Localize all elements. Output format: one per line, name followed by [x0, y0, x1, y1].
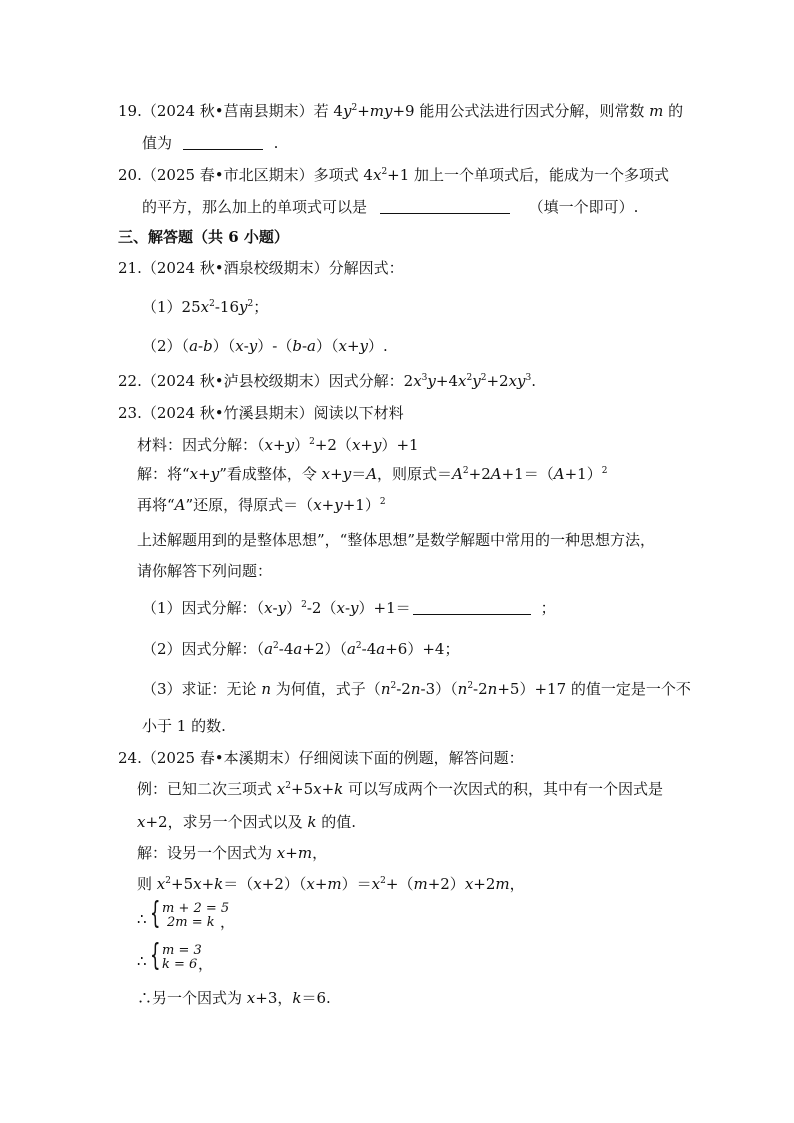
question-20-line-1: 20.（2025 春•市北区期末）多项式 $4x^2+1$ 加上一个单项式后，能成为一个多项式 [118, 166, 670, 184]
question-24-example-1: 例：已知二次三项式 $x^2+5x+k$ 可以写成两个一次因式的积，其中有一个因式是 [137, 780, 664, 798]
question-23-part-1: （1）因式分解：$(x-y)^2-2(x-y)+1=$ ； [142, 599, 556, 617]
question-23-summary-2: 请你解答下列问题： [137, 562, 273, 580]
worksheet-page: 19.（2024 秋•莒南县期末）若 $4y^2+my+9$ 能用公式法进行因式分解，则常数 m 的 值为 . 20.（2025 春•市北区期末）多项式 $4x^2+1$ 加上一个单项式后，能成为一个多项式 的平方，那么加上的单项式可以是 （填一个即可）. 三、解答题（共 6 小题） 21.（2024 秋•酒泉校级期末）分解因式： $(1)25x^2-16y^2$； （2）（a-b）（x-y）-（b-a）（x+y）. 22.（2024 秋•泸县校级期末）因式分解：$2x^3y+4x^2y^2+2xy^3$. 23.（2024 秋•竹溪县期末）阅读以下材料 材料：因式分解：$(x+y)^2+2(x+y)+1$ 解：将“x+y”看成整体，令 x+y＝A，则原式$=A^2+2A+1=(A+1)^2$ 再将“A”还原，得原式$=(x+y+1)^2$ 上述解题用到的是整体思想”，“整体思想”是数学解题中常用的一种思想方法， 请你解答下列问题： （1）因式分解：$(x-y)^2-2(x-y)+1=$ ； （2）因式分解：$(a^2-4a+2)(a^2-4a+6)+4$； （3）求证：无论 n 为何值，式子$(n^2-2n-3)(n^2-2n+5)+17$ 的值一定是一个不 小于 1 的数. 24.（2025 春•本溪期末）仔细阅读下面的例题，解答问题： 例：已知二次三项式 $x^2+5x+k$ 可以写成两个一次因式的积，其中有一个因式是 x+2，求另一个因式以及 k 的值. 解：设另一个因式为 x+m， 则 $x^2+5x+k=(x+2)(x+m)=x^2+(m+2)x+2m$， ∴ { m + 2 = 5 2m = k ， ∴ { m = 3 k = 6 ， ∴另一个因式为 x+3，k＝6. [118, 102, 691, 1007]
question-23-part-3: （3）求证：无论 n 为何值，式子$(n^2-2n-3)(n^2-2n+5)+17$ 的值一定是一个不 [142, 680, 691, 698]
question-24-source: （2025 春•本溪期末） [141, 749, 299, 767]
question-21-line-1: 21.（2024 秋•酒泉校级期末）分解因式： [118, 259, 404, 277]
question-23-part-3-line-2: 小于 1 的数. [142, 717, 226, 735]
question-22-number: 22. [118, 372, 142, 390]
question-24-conclusion: ∴另一个因式为 x+3，k＝6. [137, 989, 331, 1007]
question-23-solution: 解：将“x+y”看成整体，令 x+y＝A，则原式$=A^2+2A+1=(A+1)^2$ [137, 465, 608, 483]
question-19-line-1: 19.（2024 秋•莒南县期末）若 $4y^2+my+9$ 能用公式法进行因式分解，则常数 m 的 [118, 102, 684, 120]
question-23-line-1: 23.（2024 秋•竹溪县期末）阅读以下材料 [118, 404, 404, 422]
question-21-number: 21. [118, 259, 142, 277]
question-19-line-2: 值为 . [142, 134, 279, 152]
answer-blank-23-1[interactable] [413, 600, 531, 615]
question-22-line-1: 22.（2024 秋•泸县校级期末）因式分解：$2x^3y+4x^2y^2+2xy^3$. [118, 372, 537, 390]
question-21-source: （2024 秋•酒泉校级期末） [141, 259, 329, 277]
question-23-number: 23. [118, 404, 142, 422]
question-24-example-2: x+2，求另一个因式以及 k 的值. [137, 813, 357, 831]
question-24-solution-2: 则 $x^2+5x+k=(x+2)(x+m)=x^2+(m+2)x+2m$， [137, 875, 525, 893]
question-23-restore: 再将“A”还原，得原式$=(x+y+1)^2$ [137, 496, 386, 514]
left-brace-icon: { [150, 938, 161, 973]
question-23-material: 材料：因式分解：$(x+y)^2+2(x+y)+1$ [137, 436, 419, 454]
question-19-source: （2024 秋•莒南县期末） [141, 102, 314, 120]
question-20-source: （2025 春•市北区期末） [141, 166, 314, 184]
question-24-solution-1: 解：设另一个因式为 x+m， [137, 844, 328, 862]
question-21-part-1: $(1)25x^2-16y^2$； [142, 298, 269, 316]
question-24-number: 24. [118, 749, 142, 767]
section-3-heading: 三、解答题（共 6 小题） [118, 228, 289, 246]
question-23-source: （2024 秋•竹溪县期末） [141, 404, 314, 422]
question-20-number: 20. [118, 166, 142, 184]
question-22-source: （2024 秋•泸县校级期末） [141, 372, 329, 390]
question-20-line-2: 的平方，那么加上的单项式可以是 （填一个即可）. [142, 198, 639, 216]
question-23-part-2: （2）因式分解：$(a^2-4a+2)(a^2-4a+6)+4$； [142, 640, 460, 658]
question-19-number: 19. [118, 102, 142, 120]
question-23-summary-1: 上述解题用到的是整体思想”，“整体思想”是数学解题中常用的一种思想方法， [137, 531, 656, 549]
answer-blank-19[interactable] [183, 135, 263, 150]
question-21-part-2: （2）（a-b）（x-y）-（b-a）（x+y）. [142, 337, 388, 355]
left-brace-icon: { [150, 896, 161, 931]
question-24-line-1: 24.（2025 春•本溪期末）仔细阅读下面的例题，解答问题： [118, 749, 524, 767]
answer-blank-20[interactable] [380, 199, 510, 214]
